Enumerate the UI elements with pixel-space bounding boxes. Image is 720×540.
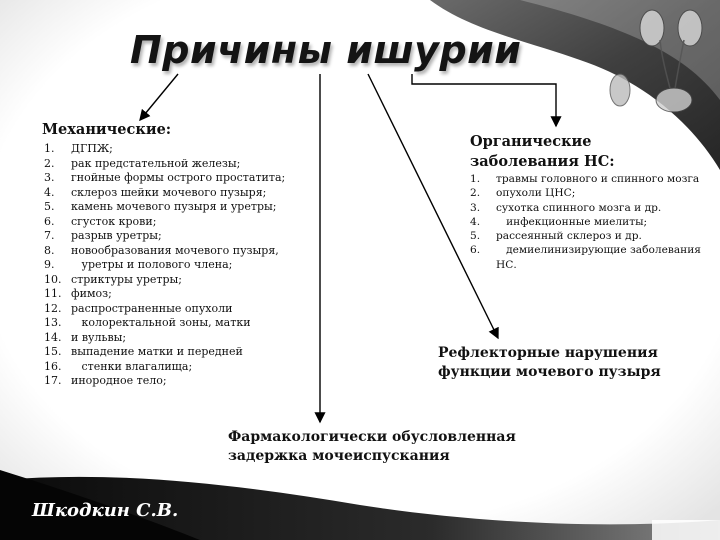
list-item-number: 6. bbox=[470, 244, 481, 257]
list-item-text: демиелинизирующие заболевания bbox=[496, 244, 701, 257]
list-item-text: опухоли ЦНС; bbox=[496, 187, 576, 200]
list-item-text: уретры и полового члена; bbox=[71, 258, 233, 271]
list-item-number: 6. bbox=[44, 214, 55, 228]
list-item-number: 7. bbox=[44, 229, 55, 242]
list-item bbox=[470, 172, 701, 186]
list-item-text: камень мочевого пузыря и уретры; bbox=[71, 200, 277, 213]
list-item-number: 12. bbox=[44, 301, 62, 315]
list-item bbox=[44, 374, 285, 389]
list-item bbox=[44, 244, 285, 259]
list-item-text: травмы головного и спинного мозга bbox=[496, 173, 700, 185]
list-item-number: 3. bbox=[470, 201, 481, 214]
reflex-line1: Рефлекторные нарушения bbox=[438, 345, 658, 361]
list-item-number: 2. bbox=[44, 156, 55, 170]
list-item-text: стенки влагалища; bbox=[71, 359, 193, 373]
pharma-line2: задержка мочеиспускания bbox=[228, 448, 450, 464]
list-item bbox=[44, 273, 285, 288]
organic-causes-list bbox=[470, 172, 701, 272]
list-item-text: рак предстательной железы; bbox=[71, 156, 241, 170]
reflex-cause bbox=[438, 344, 661, 382]
list-item bbox=[44, 258, 285, 273]
list-item bbox=[44, 345, 285, 360]
pharmacological-cause bbox=[228, 428, 516, 466]
list-item-number: 8. bbox=[44, 243, 55, 257]
list-item bbox=[44, 316, 285, 331]
list-item bbox=[470, 258, 701, 272]
list-item-number: 1. bbox=[44, 142, 55, 155]
list-item-text: новообразования мочевого пузыря, bbox=[71, 243, 279, 257]
list-item bbox=[44, 142, 285, 157]
list-item-number: 5. bbox=[470, 230, 481, 243]
mechanical-causes-list bbox=[44, 142, 285, 389]
list-item bbox=[44, 287, 285, 302]
mechanical-heading: Механические: bbox=[42, 121, 172, 138]
reflex-line2: функции мочевого пузыря bbox=[438, 364, 661, 380]
list-item-number: 2. bbox=[470, 187, 481, 200]
list-item-number: 3. bbox=[44, 171, 55, 184]
list-item bbox=[44, 360, 285, 375]
list-item-text: гнойные формы острого простатита; bbox=[71, 171, 286, 184]
list-item-number: 13. bbox=[44, 316, 62, 329]
list-item bbox=[44, 200, 285, 215]
list-item-text: фимоз; bbox=[71, 287, 112, 300]
list-item-text: выпадение матки и передней bbox=[71, 345, 243, 358]
list-item-number: 16. bbox=[44, 359, 62, 373]
list-item bbox=[470, 201, 701, 215]
list-item-number: 4. bbox=[44, 185, 55, 199]
list-item-text: склероз шейки мочевого пузыря; bbox=[71, 185, 267, 199]
list-item-text: сгусток крови; bbox=[71, 214, 157, 228]
page-title: Причины ишурии bbox=[130, 28, 522, 72]
list-item-text: распространенные опухоли bbox=[71, 301, 233, 315]
list-item bbox=[470, 229, 701, 243]
list-item bbox=[44, 302, 285, 317]
list-item-number: 15. bbox=[44, 345, 62, 358]
list-item-number: 10. bbox=[44, 272, 62, 286]
list-item-number: 9. bbox=[44, 258, 55, 271]
organic-heading-line2: заболевания НС: bbox=[470, 153, 615, 170]
list-item bbox=[470, 186, 701, 200]
list-item-text: сухотка спинного мозга и др. bbox=[496, 201, 662, 214]
list-item bbox=[44, 171, 285, 186]
list-item bbox=[44, 229, 285, 244]
pharma-line1: Фармакологически обусловленная bbox=[228, 429, 516, 445]
list-item-number: 4. bbox=[470, 215, 481, 228]
list-item-text: стриктуры уретры; bbox=[71, 272, 182, 286]
list-item bbox=[44, 186, 285, 201]
list-item-number: 14. bbox=[44, 330, 62, 344]
list-item-text: инфекционные миелиты; bbox=[496, 215, 648, 228]
list-item-text: ДГПЖ; bbox=[71, 142, 113, 155]
list-item-text: рассеянный склероз и др. bbox=[496, 230, 642, 243]
list-item-text: разрыв уретры; bbox=[71, 229, 162, 242]
list-item-text: и вульвы; bbox=[71, 330, 127, 344]
list-item-text: инородное тело; bbox=[71, 374, 167, 387]
list-item-number: 5. bbox=[44, 200, 55, 213]
list-item-text: НС. bbox=[496, 258, 517, 271]
list-item-number: 11. bbox=[44, 287, 62, 300]
list-item-text: колоректальной зоны, матки bbox=[71, 316, 251, 329]
list-item bbox=[44, 331, 285, 346]
list-item bbox=[44, 157, 285, 172]
list-item-number: 17. bbox=[44, 374, 62, 387]
list-item bbox=[44, 215, 285, 230]
list-item bbox=[470, 243, 701, 257]
list-item-number: 1. bbox=[470, 173, 481, 185]
organic-heading-line1: Органические bbox=[470, 133, 592, 150]
author-name: Шкодкин С.В. bbox=[32, 500, 179, 521]
list-item bbox=[470, 215, 701, 229]
organic-heading bbox=[470, 132, 670, 172]
